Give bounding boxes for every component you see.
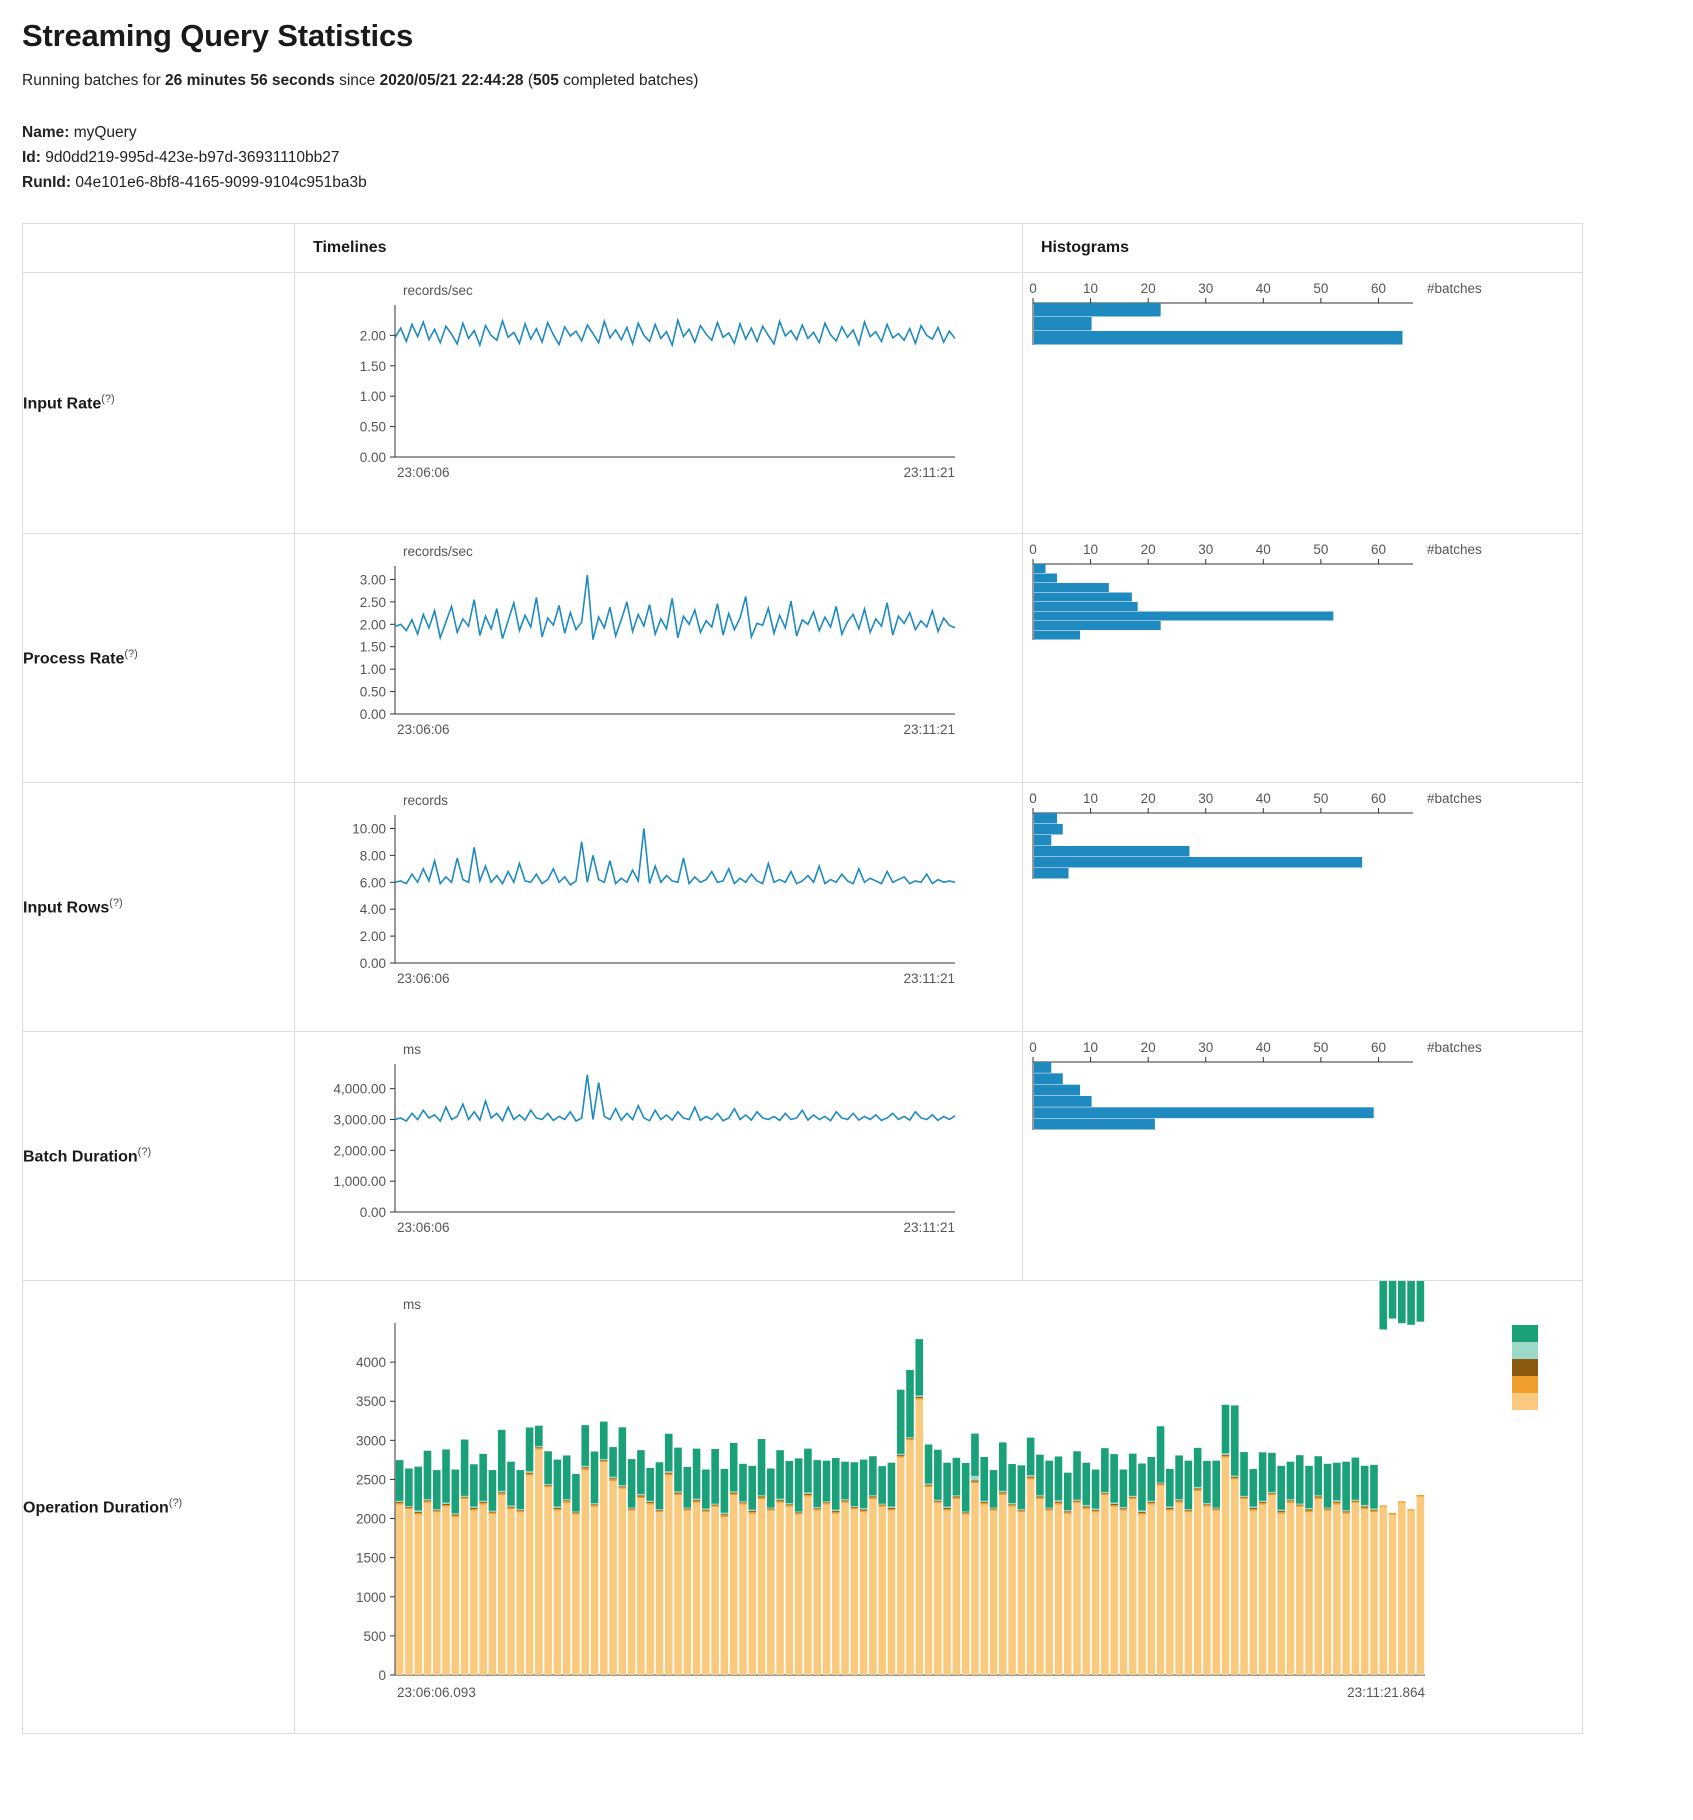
header-timelines: Timelines	[295, 224, 1023, 273]
meta-runid-value: 04e101e6-8bf8-4165-9099-9104c951ba3b	[75, 174, 367, 192]
batch-duration-help-icon[interactable]: (?)	[137, 1146, 152, 1159]
svg-text:20: 20	[1140, 281, 1156, 297]
svg-text:2.00: 2.00	[359, 617, 386, 633]
input-rows-label: Input Rows	[23, 899, 110, 917]
row-label-batch-duration	[23, 1032, 295, 1281]
svg-text:8.00: 8.00	[359, 848, 386, 864]
svg-text:0.00: 0.00	[359, 1205, 386, 1221]
svg-text:#batches: #batches	[1427, 791, 1482, 807]
svg-text:ms: ms	[403, 1042, 421, 1058]
operation-duration-label: Operation Duration	[23, 1499, 169, 1517]
input-rows-timeline-chart	[295, 783, 1022, 1031]
row-label-operation-duration	[23, 1281, 295, 1734]
svg-text:23:06:06: 23:06:06	[397, 971, 450, 987]
svg-text:20: 20	[1140, 791, 1156, 807]
svg-text:2,000.00: 2,000.00	[333, 1143, 386, 1159]
batch-duration-label: Batch Duration	[23, 1148, 138, 1166]
input-rows-histogram-cell	[1023, 783, 1583, 1032]
summary-tail: completed batches)	[558, 72, 699, 89]
table-row-input-rate	[23, 273, 1583, 534]
svg-text:0.00: 0.00	[359, 956, 386, 972]
svg-text:1.00: 1.00	[359, 389, 386, 405]
svg-text:records/sec: records/sec	[403, 283, 473, 299]
svg-text:23:11:21.864: 23:11:21.864	[1347, 1685, 1425, 1701]
input-rate-label: Input Rate	[23, 395, 102, 413]
svg-text:0.50: 0.50	[359, 419, 386, 435]
process-rate-help-icon[interactable]: (?)	[124, 648, 138, 661]
getBatch-swatch	[1512, 1376, 1538, 1393]
svg-text:40: 40	[1255, 791, 1271, 807]
svg-text:23:11:21: 23:11:21	[903, 722, 955, 738]
meta-id-row	[22, 145, 1671, 170]
svg-text:10: 10	[1083, 1040, 1099, 1056]
svg-text:#batches: #batches	[1427, 542, 1482, 558]
queryPlanning-swatch	[1512, 1342, 1538, 1359]
svg-text:2500: 2500	[355, 1472, 386, 1488]
process-rate-timeline-chart	[295, 534, 1022, 782]
process-rate-timeline-cell	[295, 534, 1023, 783]
svg-text:1.50: 1.50	[359, 359, 386, 375]
svg-text:2.00: 2.00	[359, 929, 386, 945]
operation-duration-legend	[1512, 1325, 1538, 1410]
latestOffset-swatch	[1512, 1359, 1538, 1376]
page-title: Streaming Query Statistics	[22, 18, 414, 53]
svg-text:1000: 1000	[355, 1590, 386, 1606]
svg-text:0.00: 0.00	[359, 450, 386, 466]
header-histograms: Histograms	[1023, 224, 1583, 273]
svg-text:#batches: #batches	[1427, 1040, 1482, 1056]
input-rows-timeline-cell	[295, 783, 1023, 1032]
summary-duration: 26 minutes 56 seconds	[165, 72, 335, 89]
operation-duration-help-icon[interactable]: (?)	[168, 1497, 183, 1510]
walCommit-swatch	[1512, 1325, 1538, 1342]
svg-text:20: 20	[1140, 1040, 1156, 1056]
svg-text:30: 30	[1198, 281, 1214, 297]
row-label-process-rate	[23, 534, 295, 783]
svg-text:4.00: 4.00	[359, 902, 386, 918]
addBatch-swatch	[1512, 1393, 1538, 1410]
svg-text:1.50: 1.50	[359, 640, 386, 656]
svg-text:4,000.00: 4,000.00	[333, 1081, 386, 1097]
svg-text:500: 500	[363, 1629, 386, 1645]
input-rate-timeline-cell	[295, 273, 1023, 534]
summary-batch-count: 505	[532, 72, 559, 89]
svg-text:10: 10	[1083, 542, 1099, 558]
svg-text:0: 0	[1029, 1040, 1037, 1056]
svg-text:10: 10	[1083, 281, 1099, 297]
table-row-operation-duration	[23, 1281, 1583, 1734]
meta-id-value: 9d0dd219-995d-423e-b97d-36931110bb27	[45, 149, 340, 167]
svg-text:3.00: 3.00	[359, 572, 386, 588]
svg-text:3,000.00: 3,000.00	[333, 1112, 386, 1128]
svg-text:20: 20	[1140, 542, 1156, 558]
svg-text:50: 50	[1313, 542, 1329, 558]
table-row-batch-duration	[23, 1032, 1583, 1281]
summary-mid: since	[334, 72, 380, 89]
svg-text:1.00: 1.00	[359, 662, 386, 678]
input-rate-histogram-cell	[1023, 273, 1583, 534]
input-rate-histogram-chart	[1023, 273, 1582, 533]
meta-name-value: myQuery	[73, 124, 137, 141]
statistics-table	[22, 223, 1583, 1734]
svg-text:ms: ms	[403, 1297, 421, 1313]
summary-since: 2020/05/21 22:44:28	[379, 72, 524, 89]
svg-text:30: 30	[1198, 542, 1214, 558]
svg-text:0: 0	[1029, 542, 1037, 558]
meta-name-row	[22, 120, 1671, 145]
svg-text:23:11:21: 23:11:21	[903, 971, 955, 987]
summary-prefix: Running batches for	[22, 72, 166, 89]
svg-text:#batches: #batches	[1427, 281, 1482, 297]
svg-text:50: 50	[1313, 1040, 1329, 1056]
svg-text:10: 10	[1083, 791, 1099, 807]
svg-text:50: 50	[1313, 281, 1329, 297]
svg-text:60: 60	[1370, 281, 1386, 297]
svg-text:records: records	[403, 793, 449, 809]
svg-text:23:06:06: 23:06:06	[397, 465, 450, 481]
process-rate-histogram-chart	[1023, 534, 1582, 782]
svg-text:30: 30	[1198, 1040, 1214, 1056]
batch-duration-histogram-cell	[1023, 1032, 1583, 1281]
input-rows-histogram-chart	[1023, 783, 1582, 1031]
svg-text:23:06:06: 23:06:06	[397, 1220, 450, 1236]
process-rate-label: Process Rate	[23, 650, 125, 668]
query-metadata	[22, 120, 1671, 195]
svg-text:0: 0	[1029, 281, 1037, 297]
svg-text:records/sec: records/sec	[403, 544, 473, 560]
batch-duration-histogram-chart	[1023, 1032, 1582, 1280]
svg-text:0: 0	[1029, 791, 1037, 807]
svg-text:3500: 3500	[355, 1394, 386, 1410]
meta-id-label: Id:	[22, 149, 41, 167]
operation-duration-chart	[295, 1281, 1582, 1733]
svg-text:1,000.00: 1,000.00	[333, 1174, 386, 1190]
svg-text:60: 60	[1370, 1040, 1386, 1056]
svg-text:0.50: 0.50	[359, 684, 386, 700]
svg-text:23:06:06: 23:06:06	[397, 722, 450, 738]
svg-text:4000: 4000	[355, 1355, 386, 1371]
operation-duration-cell	[295, 1281, 1583, 1734]
meta-runid-label: RunId:	[22, 174, 72, 192]
svg-text:2.50: 2.50	[359, 595, 386, 611]
batch-duration-timeline-cell	[295, 1032, 1023, 1281]
table-header-row	[23, 224, 1583, 273]
svg-text:1500: 1500	[355, 1550, 386, 1566]
meta-runid-row	[22, 170, 1671, 195]
svg-text:6.00: 6.00	[359, 875, 386, 891]
summary-open: (	[523, 72, 533, 89]
process-rate-histogram-cell	[1023, 534, 1583, 783]
svg-text:10.00: 10.00	[352, 821, 386, 837]
svg-text:40: 40	[1255, 1040, 1271, 1056]
svg-text:23:11:21: 23:11:21	[903, 1220, 955, 1236]
svg-text:60: 60	[1370, 791, 1386, 807]
table-row-input-rows	[23, 783, 1583, 1032]
input-rate-help-icon[interactable]: (?)	[101, 393, 115, 406]
input-rows-help-icon[interactable]: (?)	[109, 897, 123, 910]
svg-text:40: 40	[1255, 281, 1271, 297]
table-row-process-rate	[23, 534, 1583, 783]
svg-text:2000: 2000	[355, 1511, 386, 1527]
header-blank	[23, 224, 295, 273]
svg-text:0.00: 0.00	[359, 707, 386, 723]
svg-text:60: 60	[1370, 542, 1386, 558]
meta-name-label: Name:	[22, 124, 70, 141]
svg-text:23:06:06.093: 23:06:06.093	[397, 1685, 476, 1701]
svg-text:2.00: 2.00	[359, 328, 386, 344]
svg-text:3000: 3000	[355, 1433, 386, 1449]
row-label-input-rows	[23, 783, 295, 1032]
input-rate-timeline-chart	[295, 273, 1022, 533]
svg-text:23:11:21: 23:11:21	[903, 465, 955, 481]
svg-text:40: 40	[1255, 542, 1271, 558]
svg-text:0: 0	[378, 1668, 386, 1684]
batch-duration-timeline-chart	[295, 1032, 1022, 1280]
running-batches-summary	[22, 72, 1671, 90]
row-label-input-rate	[23, 273, 295, 534]
svg-text:50: 50	[1313, 791, 1329, 807]
svg-text:30: 30	[1198, 791, 1214, 807]
